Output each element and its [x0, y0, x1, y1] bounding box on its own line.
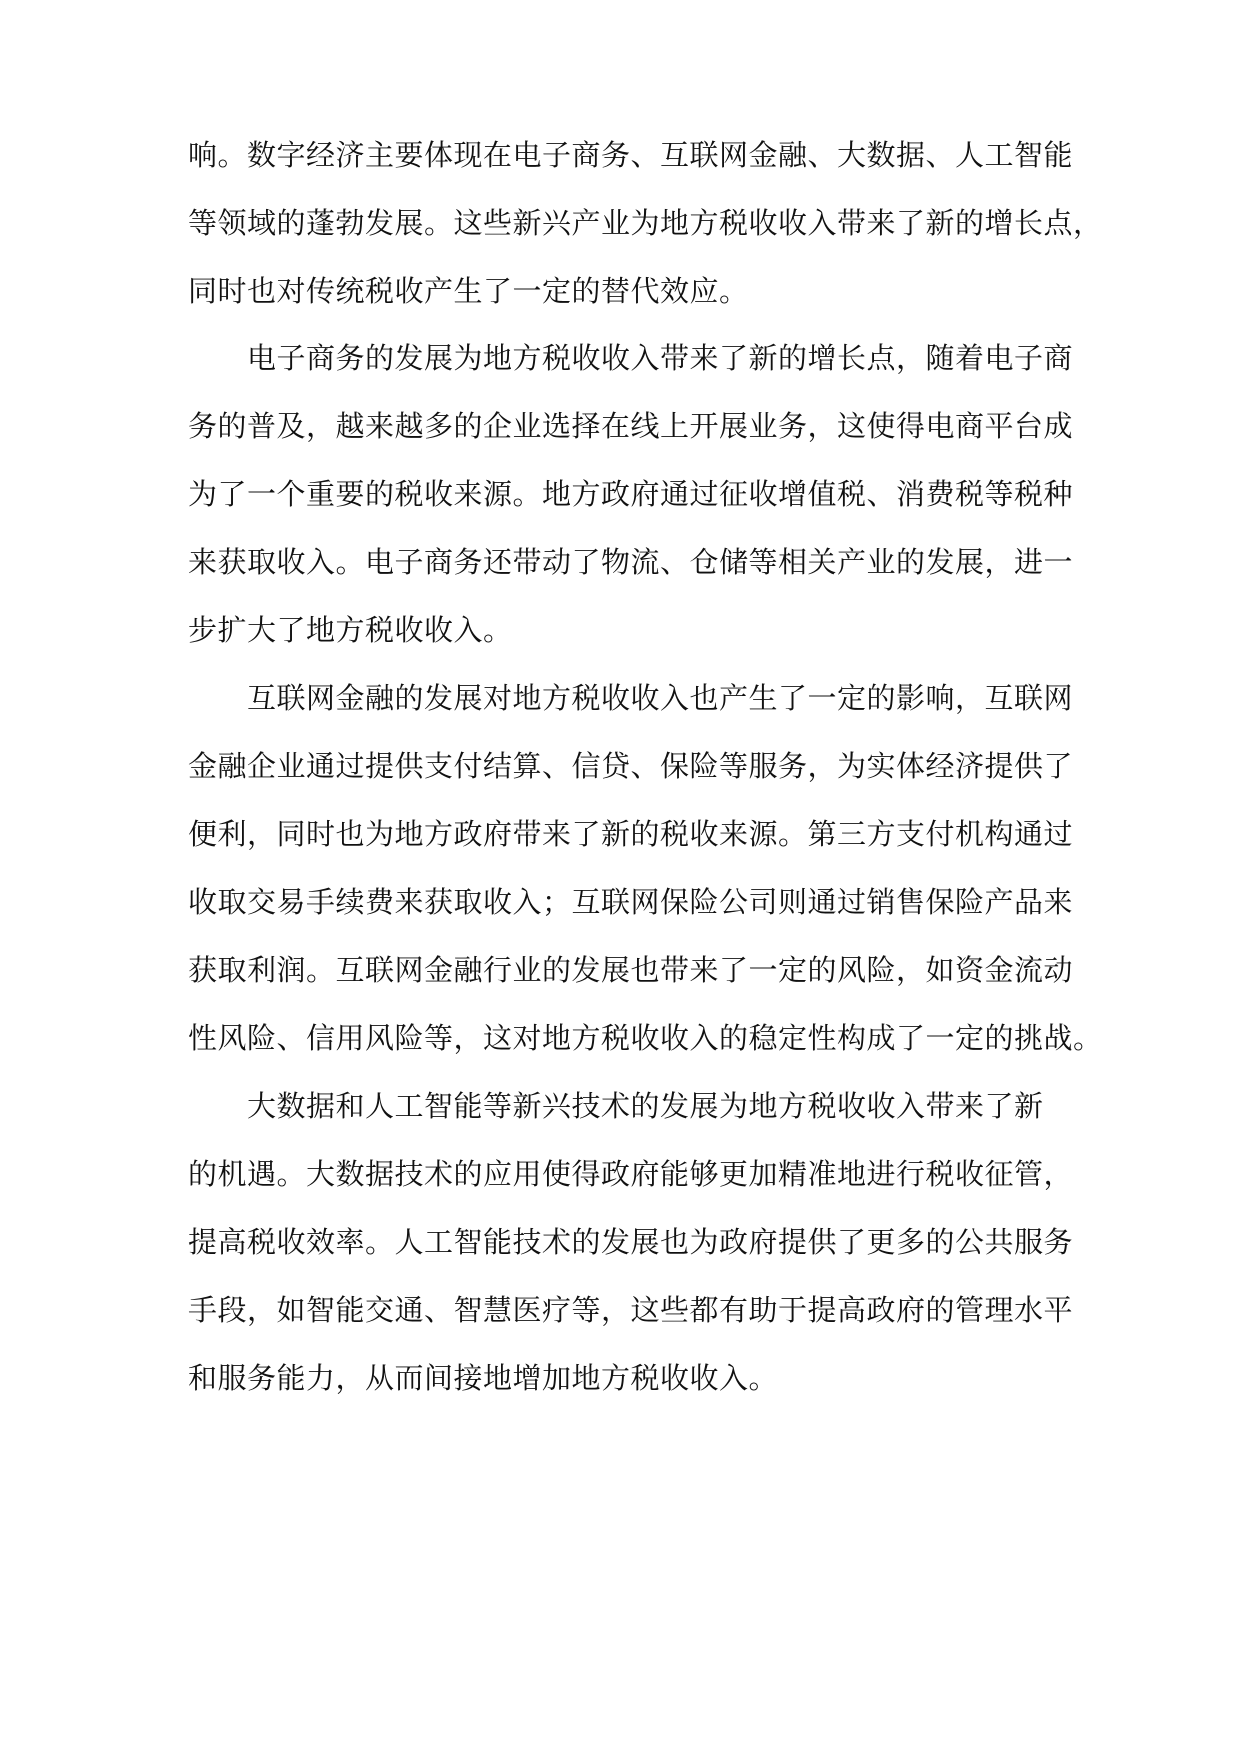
text-line: 互联网金融的发展对地方税收收入也产生了一定的影响，互联网: [247, 681, 1074, 715]
text-line: 性风险、信用风险等，这对地方税收收入的稳定性构成了一定的挑战。: [188, 1021, 1103, 1055]
text-line: 等领域的蓬勃发展。这些新兴产业为地方税收收入带来了新的增长点，: [188, 206, 1103, 240]
text-line: 为了一个重要的税收来源。地方政府通过征收增值税、消费税等税种: [188, 477, 1074, 511]
text-line: 金融企业通过提供支付结算、信贷、保险等服务，为实体经济提供了: [188, 749, 1074, 783]
text-line: 收取交易手续费来获取收入；互联网保险公司则通过销售保险产品来: [188, 885, 1074, 919]
text-line: 大数据和人工智能等新兴技术的发展为地方税收收入带来了新: [247, 1089, 1044, 1123]
text-line: 便利，同时也为地方政府带来了新的税收来源。第三方支付机构通过: [188, 817, 1074, 851]
text-line: 电子商务的发展为地方税收收入带来了新的增长点，随着电子商: [247, 341, 1074, 375]
text-line: 来获取收入。电子商务还带动了物流、仓储等相关产业的发展，进一: [188, 545, 1074, 579]
text-line: 提高税收效率。人工智能技术的发展也为政府提供了更多的公共服务: [188, 1225, 1074, 1259]
text-line: 步扩大了地方税收收入。: [188, 613, 513, 647]
text-line: 响。数字经济主要体现在电子商务、互联网金融、大数据、人工智能: [188, 138, 1074, 172]
text-line: 和服务能力，从而间接地增加地方税收收入。: [188, 1361, 779, 1395]
text-line: 手段，如智能交通、智慧医疗等，这些都有助于提高政府的管理水平: [188, 1293, 1074, 1327]
text-line: 务的普及，越来越多的企业选择在线上开展业务，这使得电商平台成: [188, 409, 1074, 443]
text-line: 同时也对传统税收产生了一定的替代效应。: [188, 274, 749, 308]
text-line: 获取利润。互联网金融行业的发展也带来了一定的风险，如资金流动: [188, 953, 1074, 987]
text-line: 的机遇。大数据技术的应用使得政府能够更加精准地进行税收征管，: [188, 1157, 1074, 1191]
